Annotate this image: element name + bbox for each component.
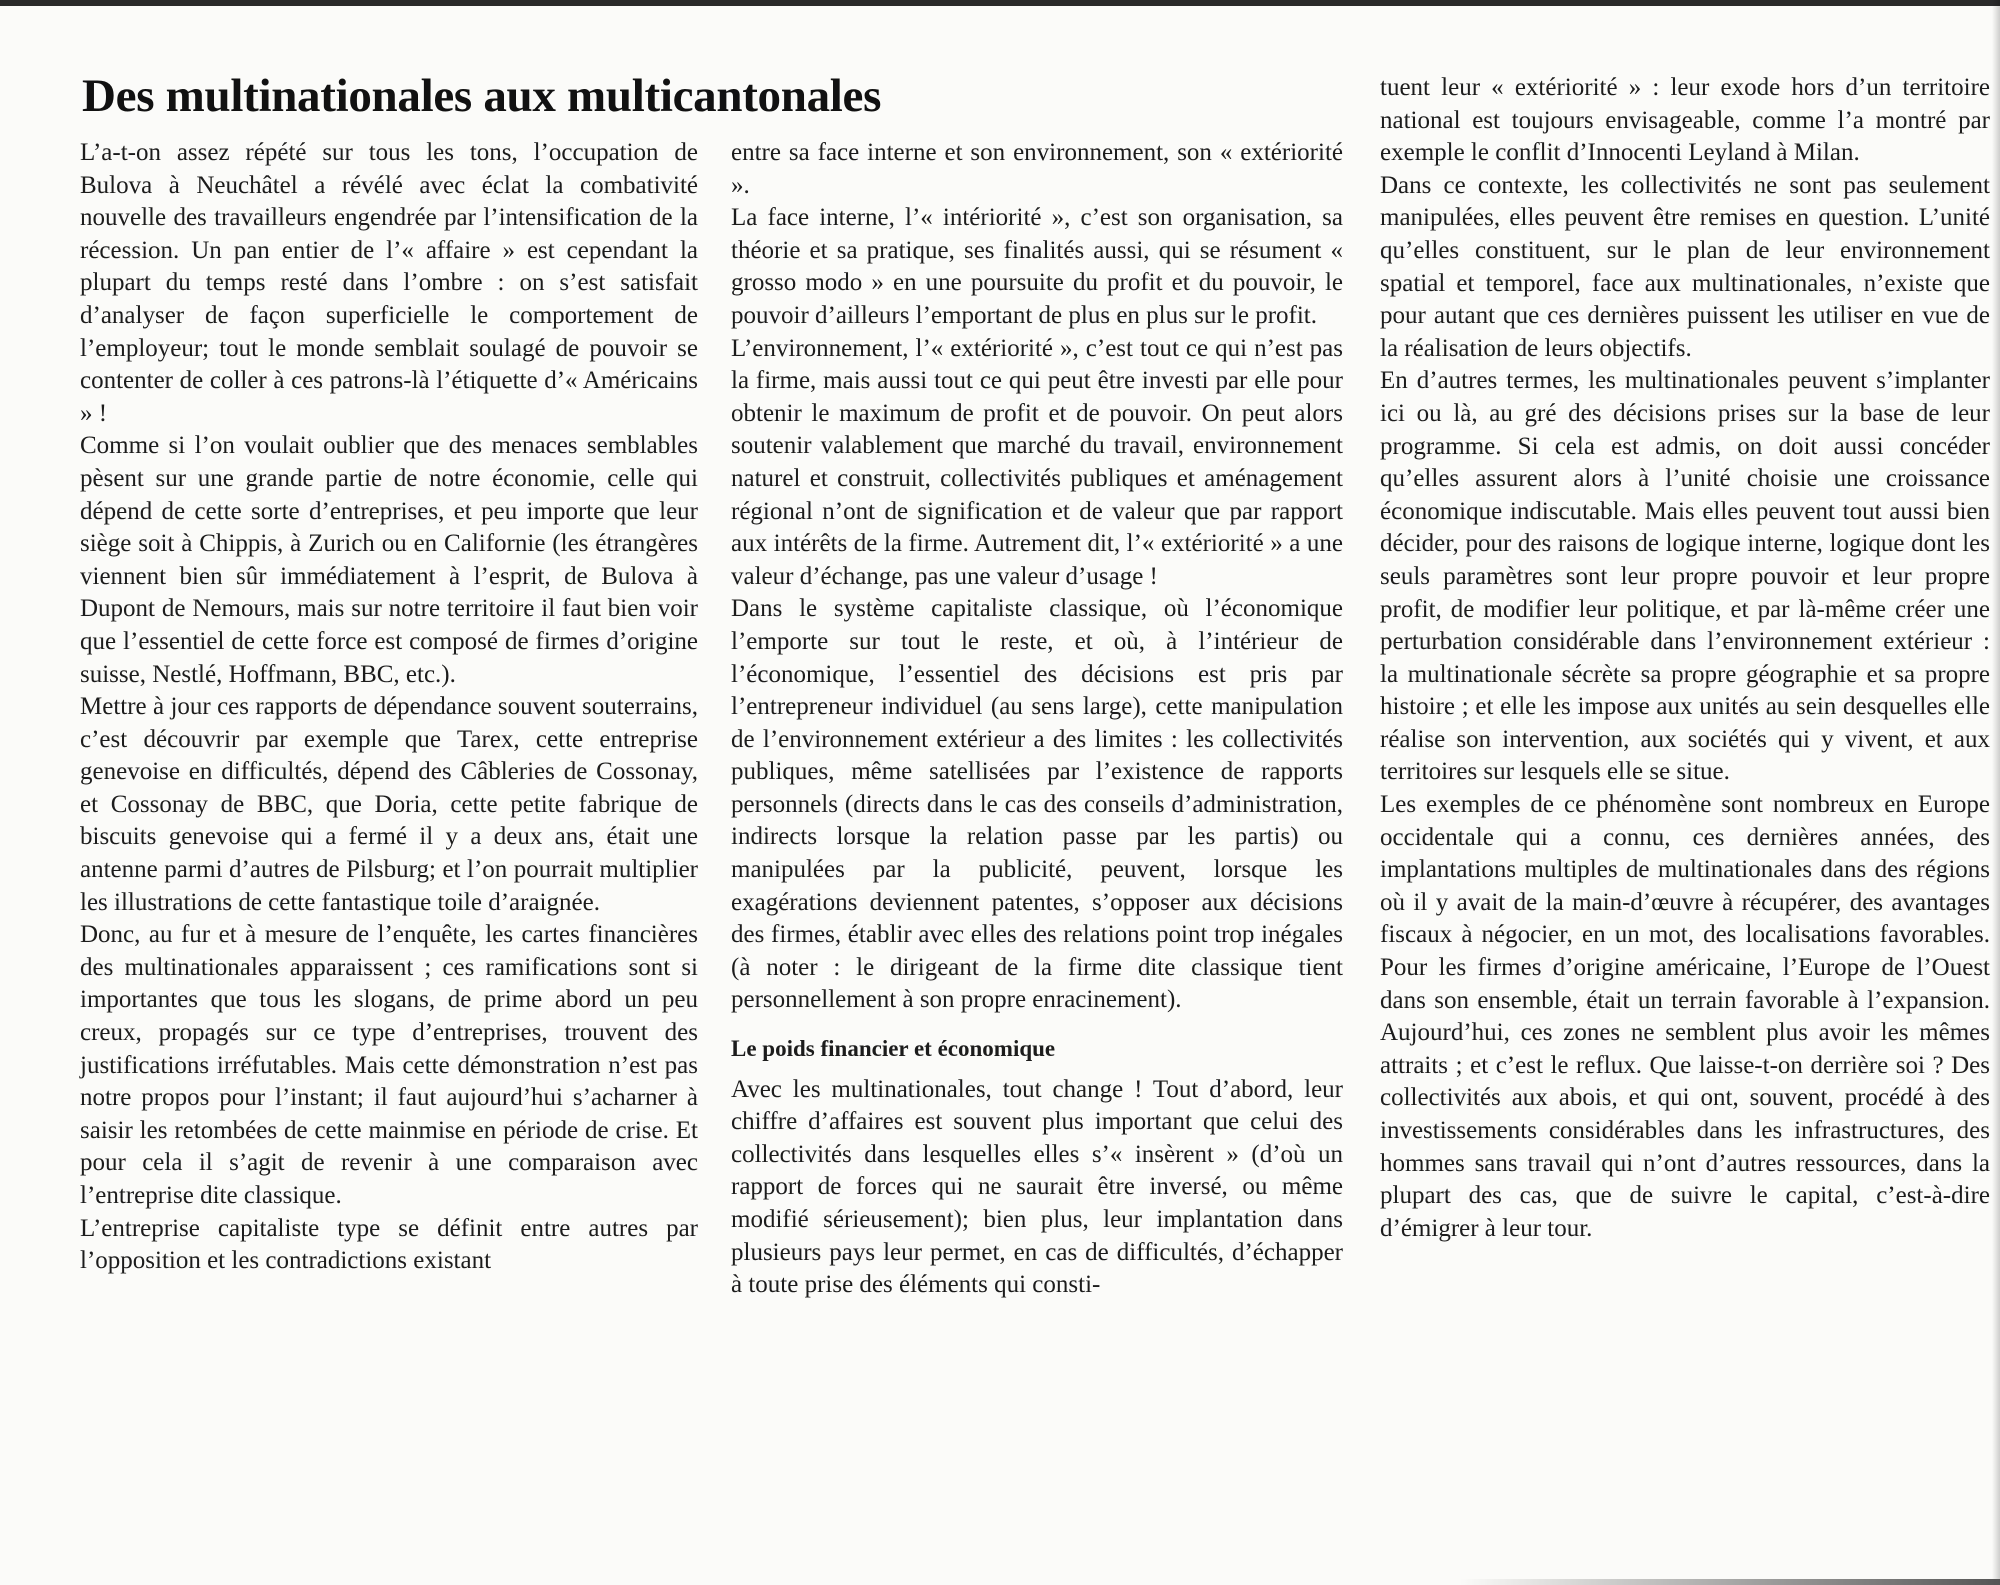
text-column-3	[1380, 72, 1990, 1245]
article-title: Des multinationales aux multicantonales	[82, 70, 882, 122]
page-edge-shadow	[1992, 0, 2000, 1585]
section-subheading: Le poids financier et économique	[731, 1036, 1056, 1062]
bottom-border-rule	[1460, 1579, 2000, 1585]
paragraph: entre sa face interne et son environnement, son « extériorité ».	[731, 139, 1343, 199]
paragraph: Dans le système capitaliste classique, où l’économique l’emporte sur tout le reste, et où, à l’intérieur de l’économique, l’essentiel des décisions est pris par l’entrepreneur individuel (au sens large), cette manipulation de l’environnement extérieur a des limites : les collectivités publiques, même satellisées par l’existence de rapports personnels (directs dans le cas des conseils d’administration, indirects lorsque la relation passe par les partis) ou manipulées par la publicité, peuvent, lorsque les exagérations deviennent patentes, s’opposer aux décisions des firmes, établir avec elles des relations point trop inégales (à noter : le dirigeant de la firme dite classique tient personnellement à son propre enracinement).	[731, 595, 1343, 1014]
paragraph: L’environnement, l’« extériorité », c’est tout ce qui n’est pas la firme, mais aussi tout ce qui peut être investi par elle pour obtenir le maximum de profit et de pouvoir. On peut alors soutenir valablement que marché du travail, environnement naturel et construit, collectivités publiques et aménagement régional n’ont de signification et de valeur que par rapport aux intérêts de la firme. Autrement dit, l’« extériorité » a une valeur d’échange, pas une valeur d’usage !	[731, 334, 1343, 590]
paragraph: Dans ce contexte, les collectivités ne sont pas seulement manipulées, elles peuvent être remises en question. L’unité qu’elles constituent, sur le plan de leur environnement spatial et temporel, face aux multinationales, n’existe que pour autant que ces dernières puissent les utiliser en vue de la réalisation de leurs objectifs.	[1380, 171, 1990, 362]
top-border-rule	[0, 0, 2000, 6]
text-column-2	[731, 137, 1343, 1302]
paragraph: L’entreprise capitaliste type se définit entre autres par l’opposition et les contradictions existant	[80, 1214, 698, 1275]
paragraph: En d’autres termes, les multinationales peuvent s’implanter ici ou là, au gré des décisions prises sur la base de leur programme. Si cela est admis, on doit aussi concéder qu’elles assurent alors à l’unité choisie une croissance économique indiscutable. Mais elles peuvent tout aussi bien décider, pour des raisons de logique interne, logique dont les seuls paramètres sont leur propre pouvoir et leur propre profit, de modifier leur politique, et par là-même créer une perturbation considérable dans l’environnement extérieur : la multinationale sécrète sa propre géographie et sa propre histoire ; et elle les impose aux unités au sein desquelles elle réalise son intervention, aux sociétés qui y vivent, et aux territoires sur lesquels elle se situe.	[1380, 367, 1990, 786]
paragraph: Comme si l’on voulait oublier que des menaces semblables pèsent sur une grande partie de notre économie, celle qui dépend de cette sorte d’entreprises, et peu importe que leur siège soit à Chippis, à Zurich ou en Californie (les étrangères viennent bien sûr immédiatement à l’esprit, de Bulova à Dupont de Nemours, mais sur notre territoire il faut bien voir que l’essentiel de cette force est composé de firmes d’origine suisse, Nestlé, Hoffmann, BBC, etc.).	[80, 432, 698, 688]
paragraph: tuent leur « extériorité » : leur exode hors d’un territoire national est toujours envisageable, comme l’a montré par exemple le conflit d’Innocenti Leyland à Milan.	[1380, 74, 1990, 167]
paragraph: Donc, au fur et à mesure de l’enquête, les cartes financières des multinationales apparaissent ; ces ramifications sont si importantes que tous les slogans, de prime abord un peu creux, propagés sur ce type d’entreprises, trouvent des justifications irréfutables. Mais cette démonstration n’est pas notre propos pour l’instant; il faut aujourd’hui s’acharner à saisir les retombées de cette mainmise en période de crise. Et pour cela il s’agit de revenir à une comparaison avec l’entreprise dite classique.	[80, 921, 698, 1209]
paragraph: Les exemples de ce phénomène sont nombreux en Europe occidentale qui a connu, ces dernières années, des implantations multiples de multinationales dans des régions où il y avait de la main-d’œuvre à récupérer, des avantages fiscaux à négocier, en un mot, des localisations favorables. Pour les firmes d’origine américaine, l’Europe de l’Ouest dans son ensemble, était un terrain favorable à l’expansion. Aujourd’hui, ces zones ne semblent plus avoir les mêmes attraits ; et c’est le reflux. Que laisse-t-on derrière soi ? Des collectivités aux abois, et qui ont, souvent, procédé à des investissements considérables dans les infrastructures, des hommes sans travail qui n’ont d’autres ressources, dans la plupart des cas, que de suivre le capital, c’est-à-dire d’émigrer à leur tour.	[1380, 791, 1990, 1242]
paragraph: La face interne, l’« intériorité », c’est son organisation, sa théorie et sa pratique, ses finalités aussi, qui se résument « grosso modo » en une poursuite du profit et du pouvoir, le pouvoir d’ailleurs l’emportant de plus en plus sur le profit.	[731, 204, 1343, 329]
text-column-1	[80, 137, 698, 1278]
paragraph: Avec les multinationales, tout change ! Tout d’abord, leur chiffre d’affaires est souvent plus important que celui des collectivités dans lesquelles elles s’« insèrent » (d’où un rapport de forces qui ne saurait être inversé, ou même modifié sérieusement); bien plus, leur implantation dans plusieurs pays leur permet, en cas de difficultés, d’échapper à toute prise des éléments qui consti-	[731, 1075, 1343, 1299]
paragraph: Mettre à jour ces rapports de dépendance souvent souterrains, c’est découvrir par exemple que Tarex, cette entreprise genevoise en difficultés, dépend des Câbleries de Cossonay, et Cossonay de BBC, que Doria, cette petite fabrique de biscuits genevoise qui a fermé il y a deux ans, était une antenne parmi d’autres de Pilsburg; et l’on pourrait multiplier les illustrations de cette fantastique toile d’araignée.	[80, 693, 698, 916]
paragraph: L’a-t-on assez répété sur tous les tons, l’occupation de Bulova à Neuchâtel a révélé avec éclat la combativité nouvelle des travailleurs engendrée par l’intensification de la récession. Un pan entier de l’« affaire » est cependant la plupart du temps resté dans l’ombre : on s’est satisfait d’analyser de façon superficielle le comportement de l’employeur; tout le monde semblait soulagé de pouvoir se contenter de coller à ces patrons-là l’étiquette d’« Américains » !	[80, 139, 698, 427]
